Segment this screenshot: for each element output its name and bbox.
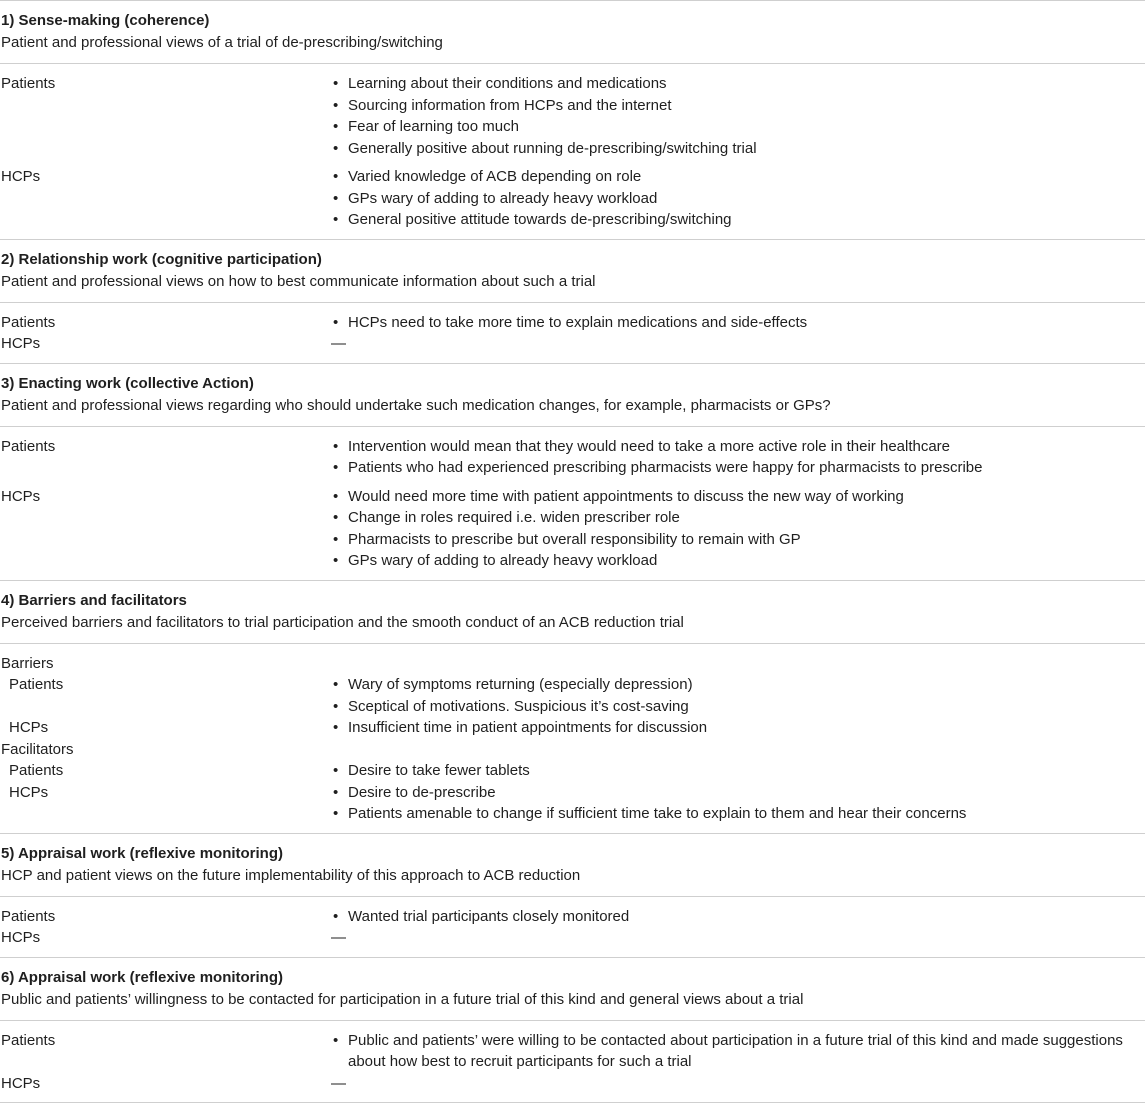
stakeholder-group [0, 739, 1145, 761]
group-label: Patients [0, 312, 331, 334]
stakeholder-group [0, 782, 1145, 825]
section-header [0, 581, 1145, 644]
section-body [0, 303, 1145, 364]
stakeholder-group [0, 166, 1145, 231]
group-label: Patients [0, 436, 331, 458]
stakeholder-group [0, 1030, 1145, 1073]
group-label: Patients [0, 73, 331, 95]
group-label: HCPs [0, 927, 331, 949]
stakeholder-group [0, 906, 1145, 928]
group-label: HCPs [0, 486, 331, 508]
finding-item: • Intervention would mean that they would need to take a more active role in their healthcare [331, 436, 1145, 458]
stakeholder-group [0, 312, 1145, 334]
stakeholder-group [0, 717, 1145, 739]
section-body [0, 1021, 1145, 1103]
stakeholder-group [0, 333, 1145, 355]
no-finding-dash: — [331, 333, 1145, 355]
finding-list [331, 674, 1145, 717]
group-label: HCPs [0, 333, 331, 355]
section-subtitle: Public and patients’ willingness to be contacted for participation in a future trial of this kind and general views about a trial [1, 989, 1145, 1011]
section-subtitle: Patient and professional views on how to best communicate information about such a trial [1, 271, 1145, 293]
finding-item: • HCPs need to take more time to explain medications and side-effects [331, 312, 1145, 334]
group-label: HCPs [0, 166, 331, 188]
stakeholder-group [0, 674, 1145, 717]
finding-list [331, 1030, 1145, 1073]
section-title: 1) Sense-making (coherence) [1, 10, 1145, 32]
section-header [0, 834, 1145, 897]
section-title: 4) Barriers and facilitators [1, 590, 1145, 612]
finding-list [331, 906, 1145, 928]
finding-list [331, 436, 1145, 479]
finding-item: • Public and patients’ were willing to be contacted about participation in a future trial of this kind and made suggestions about how best to recruit participants for such a trial [331, 1030, 1145, 1073]
finding-item: • Desire to take fewer tablets [331, 760, 1145, 782]
stakeholder-group [0, 927, 1145, 949]
section-title: 6) Appraisal work (reflexive monitoring) [1, 967, 1145, 989]
group-label: Facilitators [0, 739, 1145, 761]
finding-item: • Insufficient time in patient appointments for discussion [331, 717, 1145, 739]
finding-list [331, 333, 1145, 355]
finding-item: • Fear of learning too much [331, 116, 1145, 138]
stakeholder-group [0, 760, 1145, 782]
finding-item: • Wary of symptoms returning (especially depression) [331, 674, 1145, 696]
group-label: HCPs [0, 1073, 331, 1095]
finding-item: • Sourcing information from HCPs and the internet [331, 95, 1145, 117]
section-header [0, 1, 1145, 64]
finding-item: • Generally positive about running de-prescribing/switching trial [331, 138, 1145, 160]
section-subtitle: Patient and professional views regarding who should undertake such medication changes, for example, pharmacists or GPs? [1, 395, 1145, 417]
stakeholder-group [0, 653, 1145, 675]
section-subtitle: Patient and professional views of a trial of de-prescribing/switching [1, 32, 1145, 54]
group-label: Patients [0, 760, 331, 782]
finding-item: • Patients who had experienced prescribing pharmacists were happy for pharmacists to prescribe [331, 457, 1145, 479]
finding-item: • Would need more time with patient appointments to discuss the new way of working [331, 486, 1145, 508]
finding-item: • Pharmacists to prescribe but overall responsibility to remain with GP [331, 529, 1145, 551]
finding-item: • GPs wary of adding to already heavy workload [331, 550, 1145, 572]
stakeholder-group [0, 1073, 1145, 1095]
finding-list [331, 927, 1145, 949]
group-label: Patients [0, 906, 331, 928]
finding-list [331, 486, 1145, 572]
group-label: Patients [0, 1030, 331, 1052]
finding-item: • General positive attitude towards de-prescribing/switching [331, 209, 1145, 231]
finding-list [331, 73, 1145, 159]
finding-item: • Desire to de-prescribe [331, 782, 1145, 804]
group-label: Patients [0, 674, 331, 696]
finding-list [331, 782, 1145, 825]
group-label: HCPs [0, 782, 331, 804]
section-subtitle: Perceived barriers and facilitators to trial participation and the smooth conduct of an ACB reduction trial [1, 612, 1145, 634]
group-label: Barriers [0, 653, 1145, 675]
finding-list [331, 717, 1145, 739]
stakeholder-group [0, 486, 1145, 572]
section-subtitle: HCP and patient views on the future implementability of this approach to ACB reduction [1, 865, 1145, 887]
finding-item: • GPs wary of adding to already heavy workload [331, 188, 1145, 210]
section-title: 2) Relationship work (cognitive participation) [1, 249, 1145, 271]
finding-item: • Change in roles required i.e. widen prescriber role [331, 507, 1145, 529]
section-body [0, 897, 1145, 958]
finding-item: • Varied knowledge of ACB depending on role [331, 166, 1145, 188]
finding-item: • Wanted trial participants closely monitored [331, 906, 1145, 928]
finding-list [331, 312, 1145, 334]
no-finding-dash: — [331, 927, 1145, 949]
section-body [0, 427, 1145, 581]
section-header [0, 958, 1145, 1021]
section-header [0, 240, 1145, 303]
finding-item: • Learning about their conditions and medications [331, 73, 1145, 95]
section-body [0, 64, 1145, 240]
group-label: HCPs [0, 717, 331, 739]
stakeholder-group [0, 73, 1145, 159]
section-body [0, 644, 1145, 834]
no-finding-dash: — [331, 1073, 1145, 1095]
section-title: 3) Enacting work (collective Action) [1, 373, 1145, 395]
finding-list [331, 1073, 1145, 1095]
finding-list [331, 760, 1145, 782]
stakeholder-group [0, 436, 1145, 479]
section-title: 5) Appraisal work (reflexive monitoring) [1, 843, 1145, 865]
finding-item: • Patients amenable to change if sufficient time take to explain to them and hear their concerns [331, 803, 1145, 825]
section-header [0, 364, 1145, 427]
finding-list [331, 166, 1145, 231]
finding-item: • Sceptical of motivations. Suspicious it’s cost-saving [331, 696, 1145, 718]
